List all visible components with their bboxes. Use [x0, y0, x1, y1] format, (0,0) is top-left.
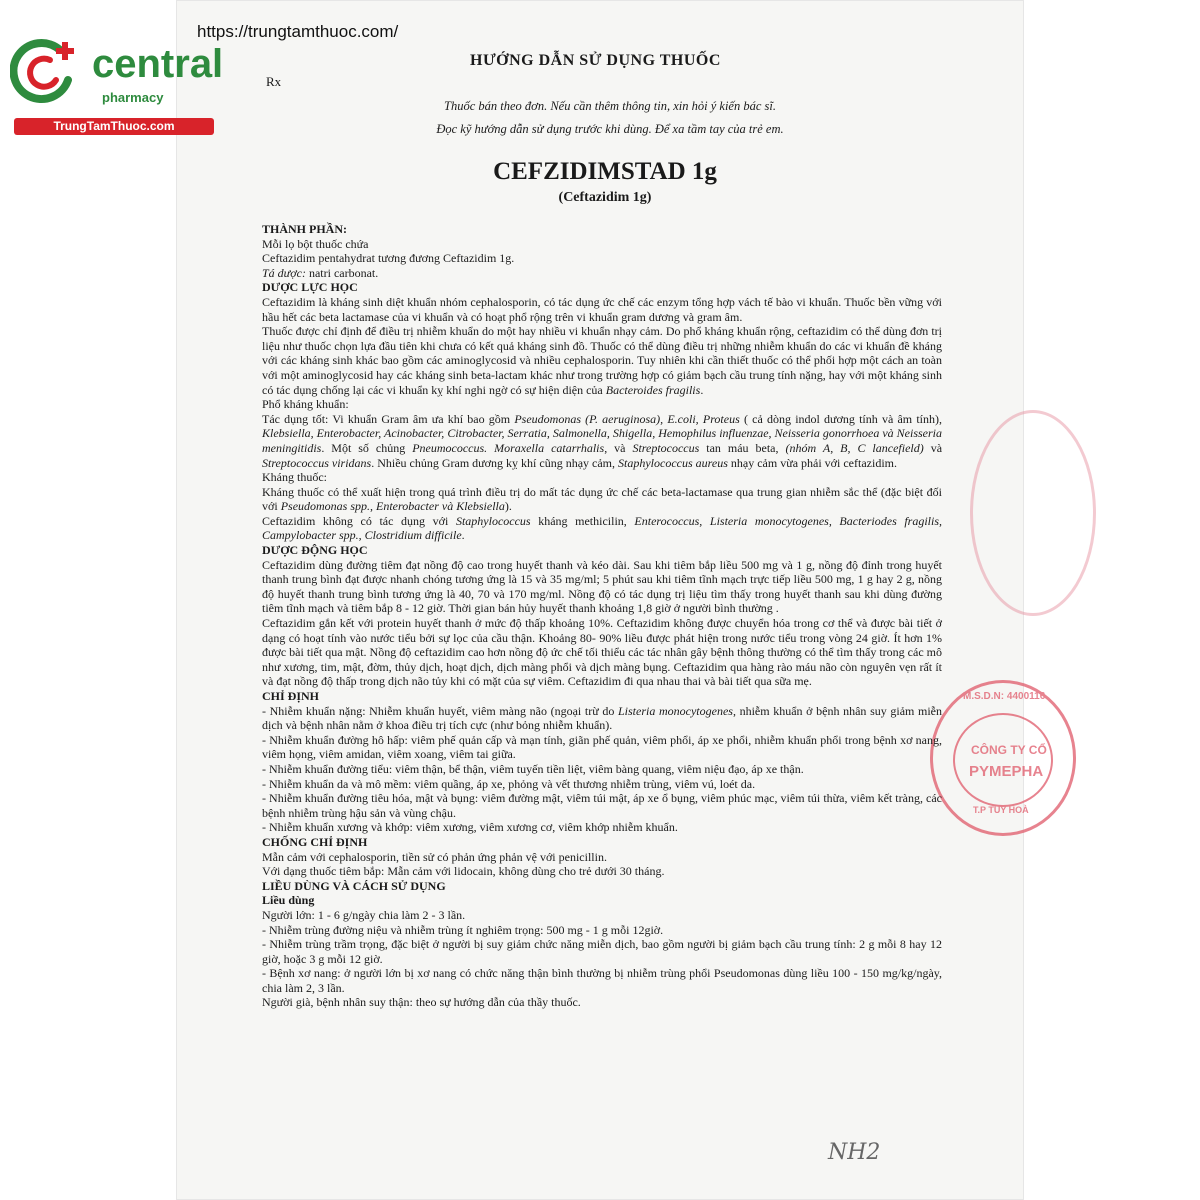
text-run-italic: Pseudomonas spp., Enterobacter và Klebsiella	[280, 499, 505, 514]
logo-site-bar: TrungTamThuoc.com	[14, 118, 214, 135]
text-run: , nhiễm khuẩn ở bệnh nhân suy giảm miễn dịch và bệnh nhân nằm ở khoa điều trị tích cực (như bỏng nhiễm khuẩn).	[262, 703, 942, 733]
text-run-italic: Streptococcus viridans	[262, 455, 372, 470]
rx-mark: Rx	[266, 74, 282, 89]
stamp-partial	[970, 410, 1096, 616]
text-run: . Nhiều chủng Gram dương kỵ khí cũng nhạy cảm,	[371, 455, 618, 470]
text-run: tan máu beta,	[699, 440, 786, 455]
paragraph: Ceftazidim gắn kết với protein huyết thanh ở mức độ thấp khoảng 10%. Ceftazidim không được chuyển hóa trong cơ thể và được bài tiết ở dạng có hoạt tính vào nước tiểu bởi sự lọc của cầu thận. Khoảng 80- 90% liều được phát hiện trong nước tiểu trong vòng 24 giờ. Ít hơn 1% được bài tiết qua mật. Nồng độ ceftazidim cao hơn nồng độ ức chế tối thiểu các tác nhân gây bệnh thông thường có thể tìm thấy trong các mô như xương, tim, mật, đờm, thủy dịch, hoạt dịch, dịch màng phổi và dịch màng bụng. Ceftazidim qua hàng rào máu não còn nguyên vẹn rất ít và đạt nồng độ thấp trong dịch não tủy khi có mặt của sự viêm. Ceftazidim đi qua nhau thai và bài tiết qua sữa mẹ.	[262, 616, 942, 689]
paragraph: Với dạng thuốc tiêm bắp: Mẫn cảm với lidocain, không dùng cho trẻ dưới 30 tháng.	[262, 864, 665, 879]
company-stamp	[930, 680, 1076, 836]
stamp-label: CÔNG TY CỔ	[971, 743, 1047, 757]
text-run: ).	[504, 499, 512, 514]
list-item: Người già, bệnh nhân suy thận: theo sự hướng dẫn của thầy thuốc.	[262, 995, 581, 1010]
handwritten-signature: NH2	[828, 1140, 881, 1165]
paragraph: Ceftazidim là kháng sinh diệt khuẩn nhóm cephalosporin, có tác dụng ức chế các enzym tổng hợp vách tế bào vi khuẩn. Thuốc bền vững với hầu hết các beta lactamase của vi khuẩn và có hoạt phổ rộng trên vi khuẩn gram dương và gram âm.	[262, 294, 942, 324]
text-run-italic: Pseudomonas (P. aeruginosa), E.coli, Proteus	[514, 411, 740, 426]
list-item: - Nhiễm khuẩn da và mô mềm: viêm quầng, áp xe, phỏng và vết thương nhiễm trùng, viêm vú, loét da.	[262, 776, 756, 791]
stamp-company: PYMEPHA	[969, 763, 1044, 780]
heading-pharmacodynamics: DƯỢC LỰC HỌC	[262, 280, 358, 295]
product-subtitle: (Ceftazidim 1g)	[558, 190, 652, 205]
list-item: - Nhiễm khuẩn xương và khớp: viêm xương, viêm xương cơ, viêm khớp nhiễm khuẩn.	[262, 820, 678, 835]
text-run: Kháng thuốc có thể xuất hiện trong quá trình điều trị do mất tác dụng ức chế các beta-lactamase qua trung gian nhiễm sắc thể (đặc biệt đối với	[262, 484, 942, 514]
subheading-dosage: Liều dùng	[262, 893, 315, 908]
composition-line: Mỗi lọ bột thuốc chứa	[262, 236, 369, 251]
paragraph	[262, 514, 942, 543]
text-run: , và	[604, 440, 633, 455]
product-name: CEFZIDIMSTAD 1g	[493, 158, 717, 185]
excipient-value: natri carbonat.	[305, 265, 379, 280]
central-pharmacy-logo[interactable]	[10, 36, 224, 136]
paragraph: Mẫn cảm với cephalosporin, tiền sử có phản ứng phản vệ với penicillin.	[262, 849, 607, 864]
warning-line-2: Đọc kỹ hướng dẫn sử dụng trước khi dùng. Để xa tầm tay của trẻ em.	[436, 122, 784, 136]
logo-brand: central	[92, 42, 224, 86]
list-item: - Nhiễm trùng đường niệu và nhiễm trùng ít nghiêm trọng: 500 mg - 1 g mỗi 12giờ.	[262, 922, 664, 937]
paragraph	[262, 412, 942, 470]
subheading: Kháng thuốc:	[262, 470, 327, 485]
text-run: .	[461, 528, 465, 543]
list-item: - Bệnh xơ nang: ở người lớn bị xơ nang có chức năng thận bình thường bị nhiễm trùng phổi Pseudomonas dùng liều 100 - 150 mg/kg/ngày, chia làm 2, 3 lần.	[262, 966, 942, 995]
stamp-code: M.S.D.N: 4400116	[963, 691, 1046, 702]
logo-mark-icon	[10, 36, 80, 106]
text-run-italic: Klebsiella, Enterobacter, Acinobacter, Citrobacter, Serratia, Salmonella, Shigella, Hemophilus influenzae, Neisseria gonorrhoea và Neisseria meningitidis	[262, 426, 942, 455]
paragraph	[262, 485, 942, 514]
list-item: - Nhiễm khuẩn đường tiểu: viêm thận, bể thận, viêm tuyến tiền liệt, viêm bàng quang, viêm niệu đạo, áp xe thận.	[262, 761, 804, 776]
text-run: ( cả dòng indol dương tính và âm tính),	[739, 411, 943, 426]
list-item: - Nhiễm khuẩn đường tiêu hóa, mật và bụng: viêm đường mật, viêm túi mật, áp xe ổ bụng, viêm phúc mạc, viêm túi thừa, viêm kết tràng, các bệnh nhiễm trùng hậu sản và vùng chậu.	[262, 791, 942, 820]
warning-line-1: Thuốc bán theo đơn. Nếu cần thêm thông tin, xin hỏi ý kiến bác sĩ.	[444, 99, 776, 113]
document-title: HƯỚNG DẪN SỬ DỤNG THUỐC	[470, 52, 721, 69]
text-run: kháng methicilin,	[530, 513, 635, 528]
text-run-italic: Pneumococcus. Moraxella catarrhalis	[412, 440, 605, 455]
list-item: - Nhiễm trùng trầm trọng, đặc biệt ở người bị suy giảm chức năng miễn dịch, bao gồm người bị giảm bạch cầu trung tính: 2 g mỗi 8 hay 12 giờ, hoặc 3 g mỗi 12 giờ.	[262, 937, 942, 966]
heading-dosage: LIỀU DÙNG VÀ CÁCH SỬ DỤNG	[262, 878, 446, 893]
text-run: - Nhiễm khuẩn nặng: Nhiễm khuẩn huyết, viêm màng não (ngoại trừ do	[262, 703, 618, 718]
text-run-italic: Streptococcus	[632, 440, 700, 455]
heading-pharmacokinetics: DƯỢC ĐỘNG HỌC	[262, 543, 368, 558]
text-run: Thuốc được chỉ định để điều trị nhiễm khuẩn do một hay nhiều vi khuẩn nhạy cảm. Do phổ kháng khuẩn rộng, ceftazidim có thể dùng đơn trị liệu như thuốc chọn lựa đầu tiên khi chưa có kết quả kháng sinh đồ. Thuốc có thể dùng điều trị những nhiễm khuẩn do các vi khuẩn đề kháng với các kháng sinh khác bao gồm các aminoglycosid và nhiều cephalosporin. Tuy nhiên khi cần thiết thuốc có thể phối hợp một cách an toàn với một aminoglycosid hay các kháng sinh beta-lactam khác như trong trường hợp có giảm bạch cầu trung tính nặng, hay với một kháng sinh có tác dụng chống lại các vi khuẩn kỵ khí nghi ngờ có sự hiện diện của	[262, 324, 942, 397]
text-run: và	[923, 440, 943, 455]
subheading: Phổ kháng khuẩn:	[262, 397, 349, 412]
text-run: nhạy cảm vừa phải với ceftazidim.	[727, 455, 897, 470]
excipient-label: Tá dược:	[262, 265, 306, 280]
text-run-italic: Staphylococcus	[455, 513, 531, 528]
heading-composition: THÀNH PHẦN:	[262, 222, 347, 236]
document-body	[262, 222, 942, 1010]
text-run-italic: Enterococcus, Listeria monocytogenes, Bacteriodes fragilis, Campylobacter spp., Clostridium difficile	[262, 513, 943, 543]
composition-excipient	[262, 266, 942, 281]
source-url[interactable]: https://trungtamthuoc.com/	[197, 22, 399, 41]
text-run-italic: Listeria monocytogenes	[618, 703, 733, 718]
text-run: Ceftazidim không có tác dụng với	[262, 513, 456, 528]
text-run: Tác dụng tốt: Vi khuẩn Gram âm ưa khí bao gồm	[262, 411, 515, 426]
logo-sub: pharmacy	[102, 90, 164, 105]
text-run: .	[700, 382, 704, 397]
paragraph	[262, 324, 942, 397]
stamp-city: T.P TUY HOÀ	[973, 805, 1029, 815]
paragraph: Ceftazidim dùng đường tiêm đạt nồng độ cao trong huyết thanh và kéo dài. Sau khi tiêm bắp liều 500 mg và 1 g, nồng độ đỉnh trong huyết thanh trung bình đạt được nhanh chóng tương ứng là 15 và 35 mg/ml; 5 phút sau khi tiêm tĩnh mạch trực tiếp liều 500 mg, 1 g hay 2 g, nồng độ huyết thanh trung bình tương ứng là 40, 70 và 170 mg/ml. Nồng độ có tác dụng trị liệu tìm thấy trong huyết thanh sau khi dùng đường tiêm tĩnh mạch và tiêm bắp 8 - 12 giờ. Thời gian bán hủy huyết thanh khoảng 1,8 giờ ở người bình thường .	[262, 557, 942, 616]
text-run-italic: Staphylococcus aureus	[618, 455, 728, 470]
stamp-inner-ring	[953, 713, 1053, 807]
list-item: Người lớn: 1 - 6 g/ngày chia làm 2 - 3 lần.	[262, 907, 466, 922]
heading-indications: CHỈ ĐỊNH	[262, 689, 320, 703]
text-run-italic: (nhóm A, B, C lancefield)	[785, 440, 924, 455]
text-run: . Một số chủng	[321, 440, 413, 455]
list-item: - Nhiễm khuẩn đường hô hấp: viêm phế quản cấp và mạn tính, giãn phế quản, viêm phổi, áp xe phổi, nhiễm khuẩn phổi trong bệnh xơ nang, viêm họng, viêm amidan, viêm xoang, viêm tai giữa.	[262, 732, 942, 762]
text-run-italic: Bacteroides fragilis	[605, 382, 701, 397]
heading-contraindications: CHỐNG CHỈ ĐỊNH	[262, 834, 368, 849]
composition-line: Ceftazidim pentahydrat tương đương Ceftazidim 1g.	[262, 251, 515, 266]
list-item	[262, 704, 942, 733]
